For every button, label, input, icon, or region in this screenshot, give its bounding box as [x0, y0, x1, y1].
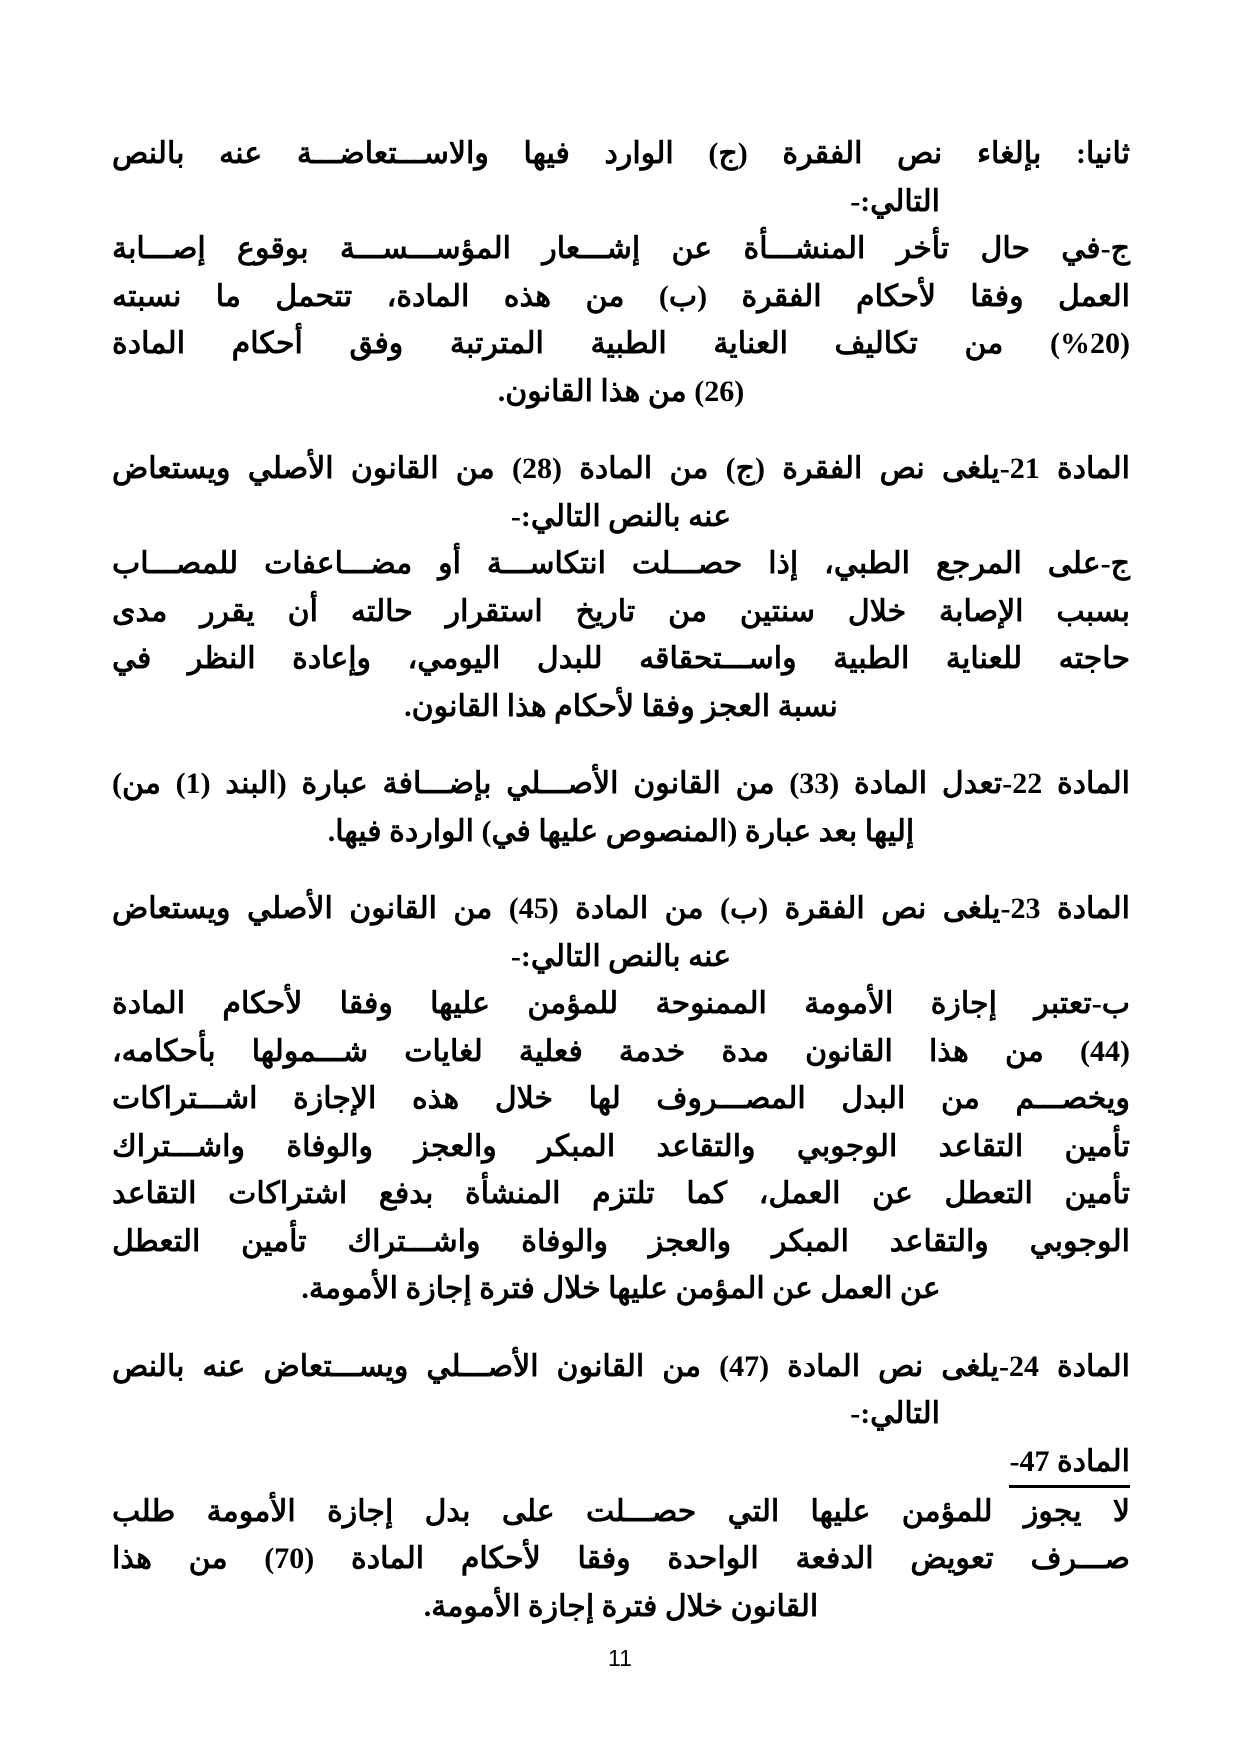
text-line: ب-تعتبر إجازة الأمومة الممنوحة للمؤمن عليها وفقا لأحكام المادة	[112, 987, 1130, 1020]
paragraph-block	[112, 130, 1130, 415]
text-line: نسبة العجز وفقا لأحكام هذا القانون.	[404, 689, 838, 723]
paragraph-block	[112, 1343, 1130, 1631]
text-line: المادة 24-يلغى نص المادة (47) من القانون الأصـــلي ويســـتعاض عنه بالنص	[112, 1349, 1130, 1383]
page-number: 11	[608, 1645, 632, 1671]
article-47-heading: المادة 47-	[1009, 1442, 1130, 1488]
text-line: تأمين التعطل عن العمل، كما تلتزم المنشأة بدفع اشتراكات التقاعد	[112, 1177, 1130, 1210]
text-line: (26) من هذا القانون.	[497, 374, 745, 408]
text-line: ويخصـــم من البدل المصـــروف لها خلال هذه الإجازة اشـــتراكات	[112, 1082, 1130, 1115]
text-line: المادة 21-يلغى نص الفقرة (ج) من المادة (28) من القانون الأصلي ويستعاض	[112, 452, 1130, 485]
text-line: عنه بالنص التالي:-	[510, 939, 732, 973]
paragraph-block	[112, 885, 1130, 1313]
text-line: ج-على المرجع الطبي، إذا حصـــلت انتكاســـة أو مضـــاعفات للمصـــاب	[112, 547, 1130, 580]
text-line: العمل وفقا لأحكام الفقرة (ب) من هذه المادة، تتحمل ما نسبته	[112, 279, 1130, 313]
text-line: (%20) من تكاليف العناية الطبية المترتبة وفق أحكام المادة	[112, 327, 1130, 360]
paragraph-block	[112, 445, 1130, 730]
text-line: بسبب الإصابة خلال سنتين من تاريخ استقرار حالته أن يقرر مدى	[112, 594, 1130, 628]
article-heading-line	[112, 1438, 1130, 1488]
text-line: القانون خلال فترة إجازة الأمومة.	[423, 1589, 819, 1623]
text-line: الوجوبي والتقاعد المبكر والعجز والوفاة واشـــتراك تأمين التعطل	[112, 1224, 1130, 1258]
document-body	[112, 130, 1130, 1630]
text-line: صـــرف تعويض الدفعة الواحدة وفقا لأحكام المادة (70) من هذا	[112, 1542, 1130, 1575]
text-line: التالي:-	[850, 1397, 940, 1430]
text-line: ثانيا: بإلغاء نص الفقرة (ج) الوارد فيها والاســـتعاضـــة عنه بالنص	[112, 137, 1130, 170]
text-line: المادة 23-يلغى نص الفقرة (ب) من المادة (45) من القانون الأصلي ويستعاض	[112, 892, 1130, 925]
paragraph-block	[112, 760, 1130, 855]
text-line: تأمين التقاعد الوجوبي والتقاعد المبكر والعجز والوفاة واشـــتراك	[112, 1129, 1130, 1163]
text-line: التالي:-	[850, 184, 940, 218]
text-line: عن العمل عن المؤمن عليها خلال فترة إجازة الأمومة.	[301, 1272, 941, 1305]
text-line: عنه بالنص التالي:-	[510, 499, 732, 533]
text-line: ج-في حال تأخر المنشـــأة عن إشـــعار المؤســـســـة بوقوع إصـــابة	[112, 232, 1130, 265]
text-line: حاجته للعناية الطبية واســـتحقاقه للبدل اليومي، وإعادة النظر في	[112, 642, 1130, 675]
text-line: (44) من هذا القانون مدة خدمة فعلية لغايات شـــمولها بأحكامه،	[112, 1034, 1130, 1068]
text-line: المادة 22-تعدل المادة (33) من القانون الأصـــلي بإضـــافة عبارة (البند (1) من)	[112, 767, 1131, 800]
text-line: لا يجوز للمؤمن عليها التي حصـــلت على بدل إجازة الأمومة طلب	[112, 1494, 1130, 1528]
text-line: إليها بعد عبارة (المنصوص عليها في) الواردة فيها.	[327, 814, 915, 848]
